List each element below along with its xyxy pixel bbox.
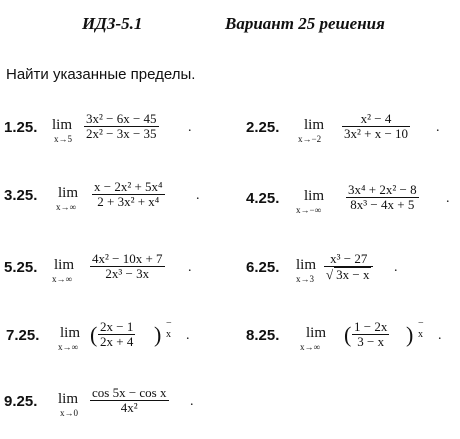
lim-subscript: x→∞ xyxy=(52,274,72,284)
denominator: 2x² − 3x − 35 xyxy=(86,126,157,141)
right-paren: ) xyxy=(154,322,162,347)
lim-subscript: x→3 xyxy=(296,274,314,284)
numerator: 1 − 2x xyxy=(354,319,388,334)
denominator: 3x² + x − 10 xyxy=(344,126,409,141)
numerator: x³ − 27 xyxy=(324,252,373,267)
left-paren: ( xyxy=(344,322,352,347)
denominator: 8x³ − 4x + 5 xyxy=(350,197,415,212)
lim-operator: lim xyxy=(296,257,317,273)
numerator: x² − 4 xyxy=(342,112,410,127)
lim-operator: lim xyxy=(58,185,79,201)
lim-subscript: x→−∞ xyxy=(296,205,321,215)
problem-number: 7.25. xyxy=(6,327,40,344)
sqrt-symbol: √ xyxy=(326,267,334,282)
numerator: 3x² − 6x − 45 xyxy=(86,111,157,126)
fraction xyxy=(98,320,135,349)
lim-subscript: x→0 xyxy=(60,408,78,418)
lim-subscript: x→−2 xyxy=(298,134,322,144)
lim-operator: lim xyxy=(54,257,75,273)
lim-operator: lim xyxy=(304,117,325,133)
radicand: 3x − x xyxy=(336,267,370,282)
fraction xyxy=(346,183,419,212)
denominator: 3 − x xyxy=(357,334,385,349)
denominator: 2 + 3x² + x⁴ xyxy=(97,194,160,209)
problem-number: 4.25. xyxy=(246,190,280,207)
problem-number: 6.25. xyxy=(246,259,280,276)
end-period: . xyxy=(196,188,200,203)
numerator: x − 2x² + 5x⁴ xyxy=(94,179,163,194)
fraction xyxy=(92,180,165,209)
page-title: ИДЗ-5.1 xyxy=(82,14,143,33)
end-period: . xyxy=(446,191,450,206)
lim-operator: lim xyxy=(52,117,73,133)
fraction xyxy=(324,252,373,282)
fraction xyxy=(342,112,410,141)
lim-operator: lim xyxy=(60,325,81,341)
end-period: . xyxy=(186,328,190,343)
numerator: cos 5x − cos x xyxy=(92,385,167,400)
end-period: . xyxy=(438,328,442,343)
lim-operator: lim xyxy=(304,188,325,204)
end-period: . xyxy=(188,260,192,275)
end-period: . xyxy=(436,120,440,135)
fraction xyxy=(90,386,169,415)
task-statement: Найти указанные пределы. xyxy=(6,66,196,83)
lim-operator: lim xyxy=(306,325,327,341)
denominator: 2x + 4 xyxy=(100,334,134,349)
problem-number: 8.25. xyxy=(246,327,280,344)
denominator: 4x² xyxy=(120,400,138,415)
lim-subscript: x→∞ xyxy=(56,202,76,212)
left-paren: ( xyxy=(90,322,98,347)
lim-subscript: x→5 xyxy=(54,134,72,144)
denominator xyxy=(324,267,373,282)
variant-label: Вариант 25 решения xyxy=(225,14,385,33)
end-period: . xyxy=(394,260,398,275)
fraction xyxy=(352,320,389,349)
lim-subscript: x→∞ xyxy=(58,342,78,352)
denominator: 2x³ − 3x xyxy=(105,266,150,281)
fraction xyxy=(84,112,159,141)
end-period: . xyxy=(188,120,192,135)
numerator: 2x − 1 xyxy=(100,319,134,334)
fraction xyxy=(90,252,165,281)
problem-number: 5.25. xyxy=(4,259,38,276)
end-period: . xyxy=(190,394,194,409)
numerator: 3x⁴ + 2x² − 8 xyxy=(348,182,417,197)
exponent: − x xyxy=(166,318,172,340)
lim-operator: lim xyxy=(58,391,79,407)
problem-number: 9.25. xyxy=(4,393,38,410)
lim-subscript: x→∞ xyxy=(300,342,320,352)
right-paren: ) xyxy=(406,322,414,347)
problem-number: 1.25. xyxy=(4,119,38,136)
problem-number: 2.25. xyxy=(246,119,280,136)
numerator: 4x² − 10x + 7 xyxy=(92,251,163,266)
exponent: − x xyxy=(418,318,424,340)
problem-number: 3.25. xyxy=(4,187,38,204)
